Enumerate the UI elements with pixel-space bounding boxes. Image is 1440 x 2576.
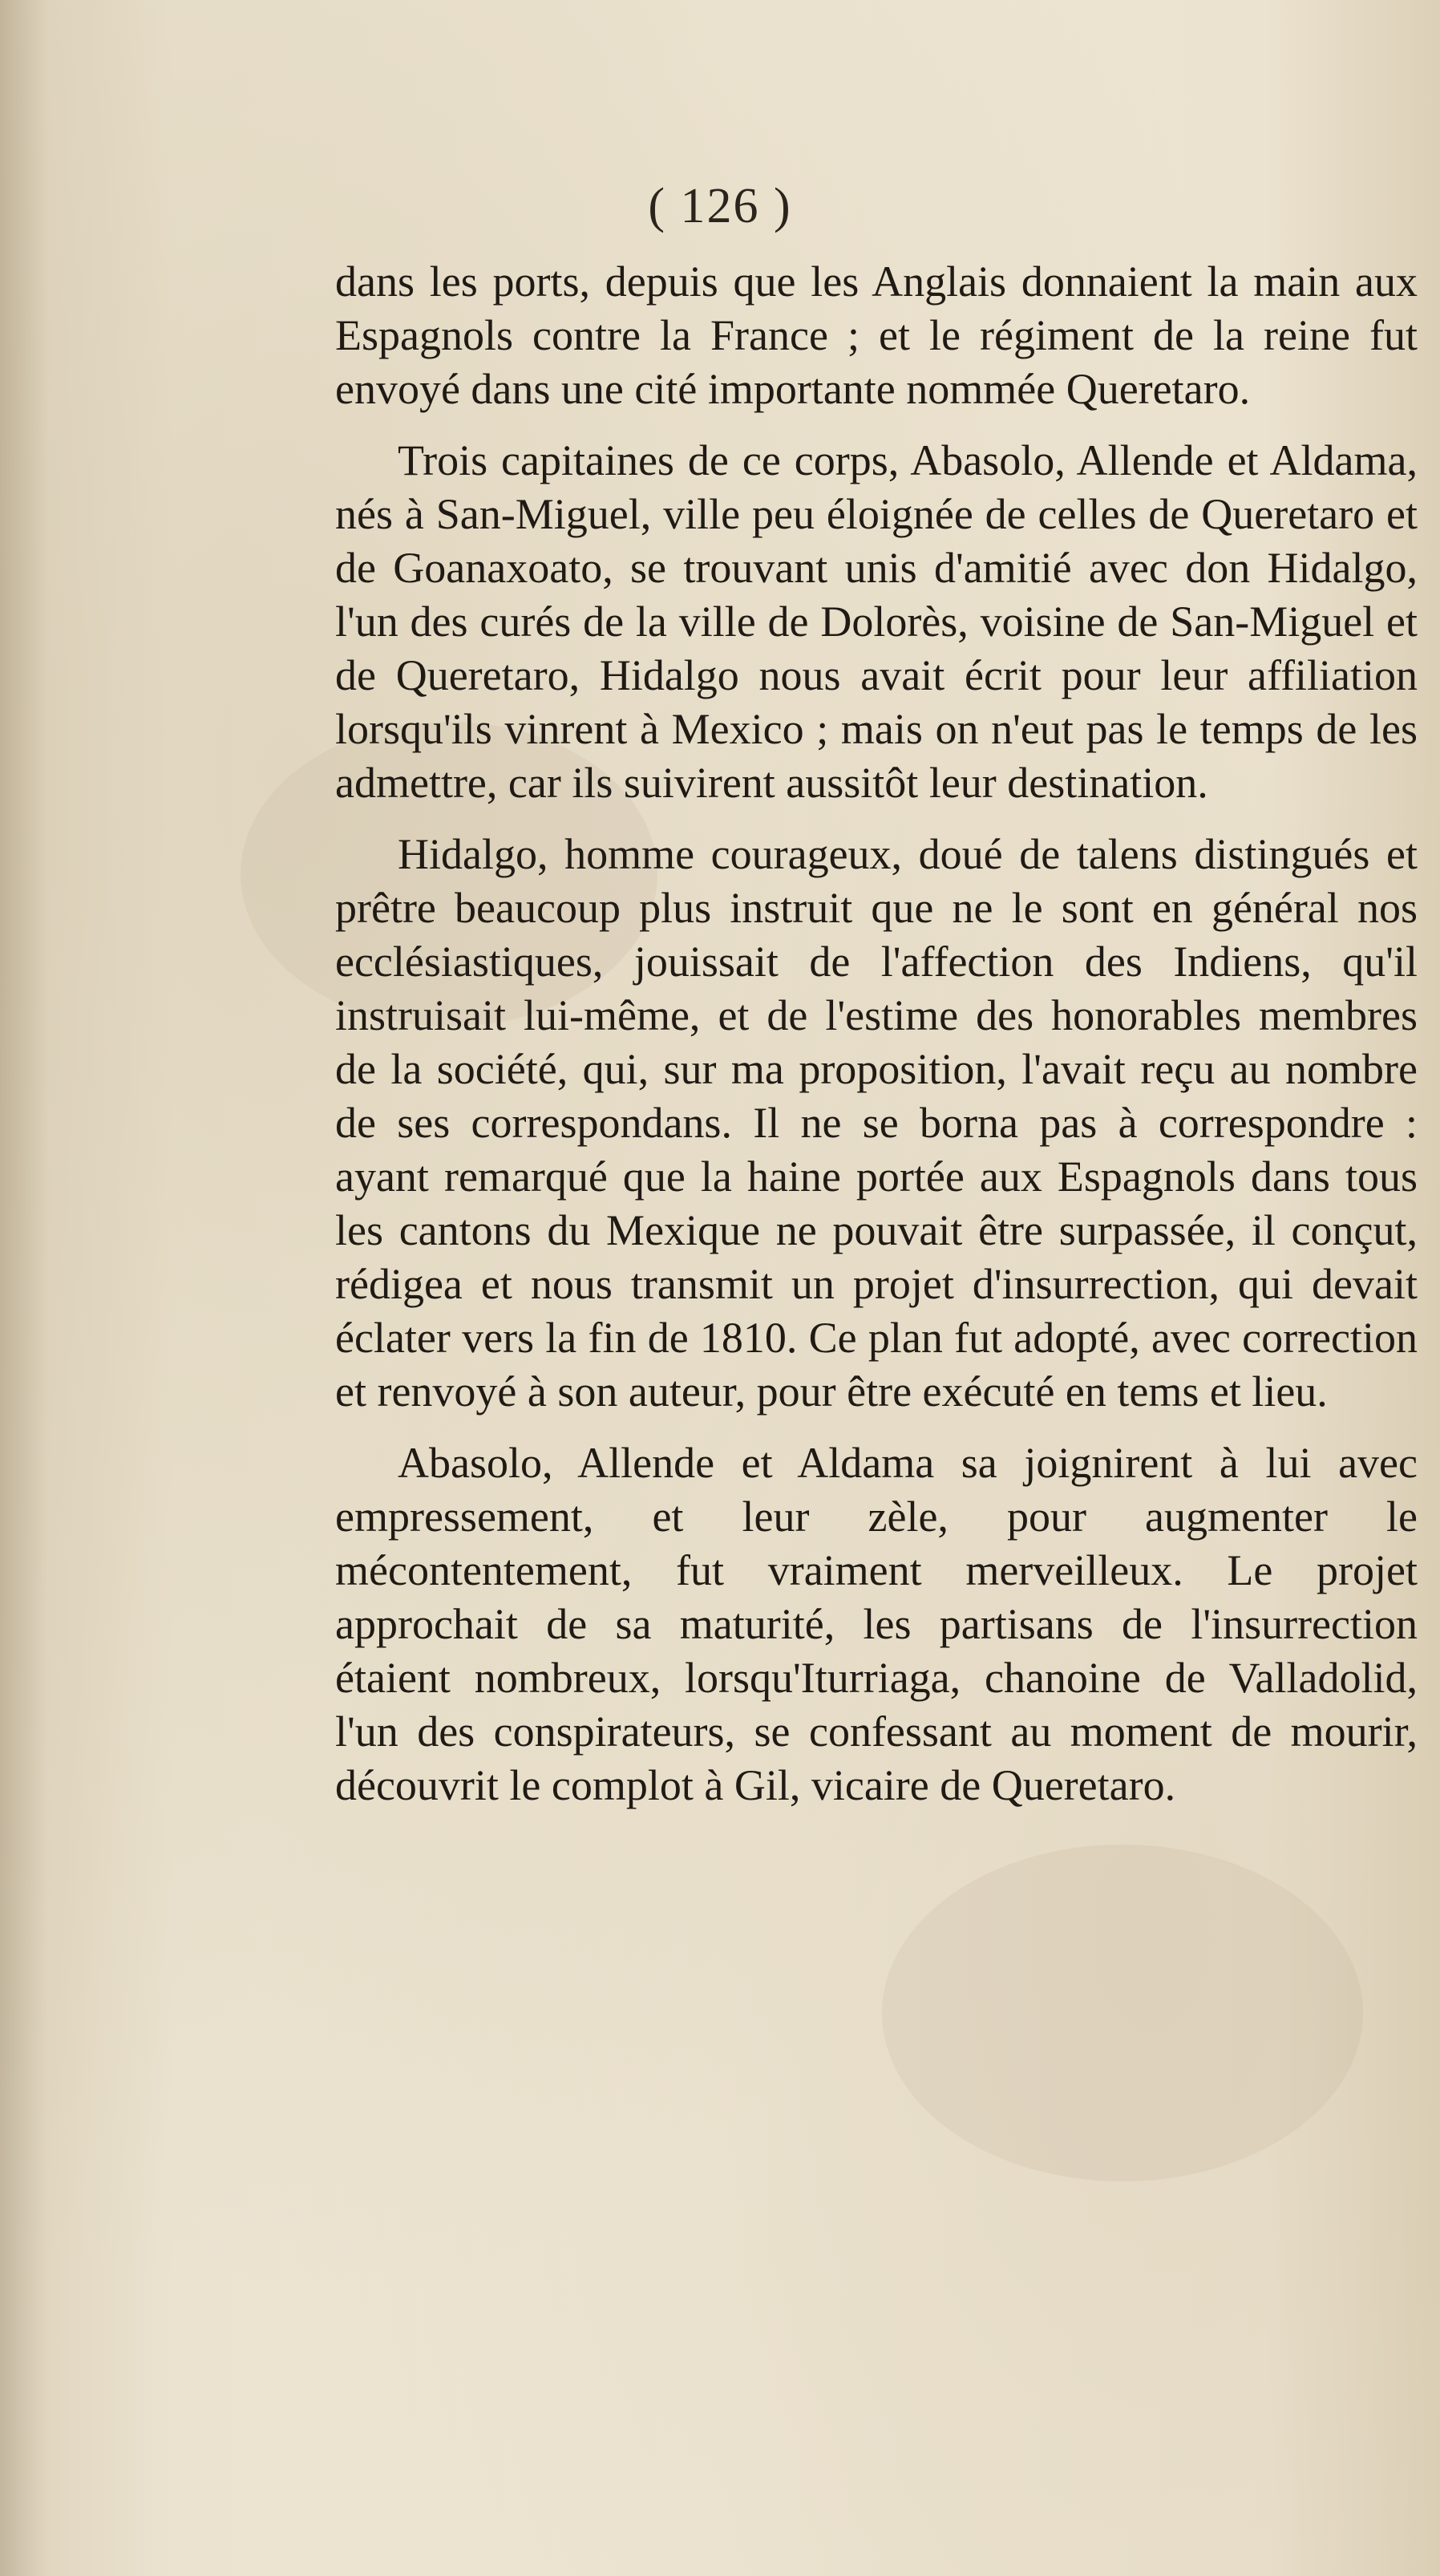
paragraph: Trois capitaines de ce corps, Abasolo, Allende et Aldama, nés à San-Miguel, ville peu éloignée de celles de Queretaro et de Goanaxoato, se trouvant unis d'amitié avec don Hidalgo, l'un des curés de la ville de Dolorès, voisine de San-Miguel et de Queretaro, Hidalgo nous avait écrit pour leur affiliation lorsqu'ils vinrent à Mexico ; mais on n'eut pas le temps de les admettre, car ils suivirent aussitôt leur destination. xyxy=(335,436,1418,807)
paragraph: dans les ports, depuis que les Anglais donnaient la main aux Espagnols contre la France ; et le régiment de la reine fut envoyé dans une cité importante nommée Queretaro. xyxy=(335,257,1418,413)
paragraph: Abasolo, Allende et Aldama sa joignirent à lui avec empressement, et leur zèle, pour augmenter le mécontentement, fut vraiment merveilleux. Le projet approchait de sa maturité, les partisans de l'insurrection étaient nombreux, lorsqu'Iturriaga, chanoine de Valladolid, l'un des conspirateurs, se confessant au moment de mourir, découvrit le complot à Gil, vicaire de Queretaro. xyxy=(335,1439,1418,1809)
paragraph: Hidalgo, homme courageux, doué de talens distingués et prêtre beaucoup plus instruit que ne le sont en général nos ecclésiastiques, jouissait de l'affection des Indiens, qu'il instruisait lui-même, et de l'estime des honorables membres de la société, qui, sur ma proposition, l'avait reçu au nombre de ses correspondans. Il ne se borna pas à correspondre : ayant remarqué que la haine portée aux Espagnols dans tous les cantons du Mexique ne pouvait être surpassée, il conçut, rédigea et nous transmit un projet d'insurrection, qui devait éclater vers la fin de 1810. Ce plan fut adopté, avec correction et renvoyé à son auteur, pour être exécuté en tems et lieu. xyxy=(335,830,1418,1416)
body-text xyxy=(335,255,1418,1830)
page-number: ( 126 ) xyxy=(648,179,792,233)
spine-shadow xyxy=(0,0,48,2576)
paper-stain xyxy=(882,1845,1363,2181)
